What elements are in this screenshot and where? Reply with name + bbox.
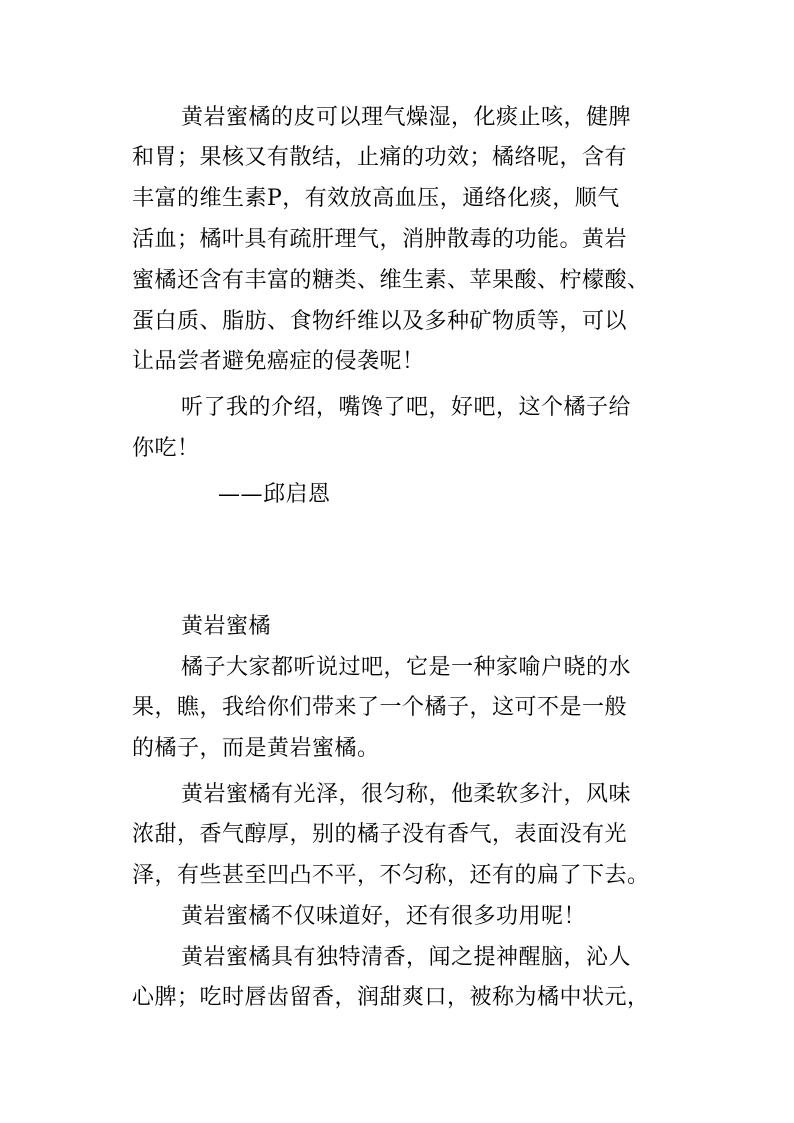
signature: ——邱启恩: [218, 482, 331, 507]
paragraph-line: 丰富的维生素P，有效放高血压，通络化痰，顺气: [132, 186, 620, 211]
paragraph-line: 黄岩蜜橘有光泽，很匀称，他柔软多汁，风味: [181, 782, 632, 807]
paragraph-line: 橘子大家都听说过吧，它是一种家喻户晓的水: [181, 655, 632, 680]
paragraph-line: 果，瞧，我给你们带来了一个橘子，这可不是一般: [132, 695, 628, 720]
paragraph-line: 浓甜，香气醇厚，别的橘子没有香气，表面没有光: [132, 822, 628, 847]
paragraph-line: 泽，有些甚至凹凸不平，不匀称，还有的扁了下去。: [132, 863, 650, 888]
paragraph-line: 让品尝者避免癌症的侵袭呢！: [132, 349, 425, 374]
paragraph-line: 心脾；吃时唇齿留香，润甜爽口，被称为橘中状元，: [132, 985, 650, 1010]
paragraph-line: 活血；橘叶具有疏肝理气，消肿散毒的功能。黄岩: [132, 227, 628, 252]
paragraph-line: 和胃；果核又有散结，止痛的功效；橘络呢，含有: [132, 145, 628, 170]
section-title: 黄岩蜜橘: [181, 614, 272, 639]
paragraph-line: 听了我的介绍，嘴馋了吧，好吧，这个橘子给: [181, 395, 632, 420]
paragraph-line: 的橘子，而是黄岩蜜橘。: [132, 736, 380, 761]
paragraph-line: 黄岩蜜橘不仅味道好，还有很多功用呢！: [181, 904, 587, 929]
paragraph-line: 你吃！: [132, 436, 200, 461]
paragraph-line: 蜜橘还含有丰富的糖类、维生素、苹果酸、柠檬酸、: [132, 268, 650, 293]
paragraph-line: 蛋白质、脂肪、食物纤维以及多种矿物质等，可以: [132, 309, 628, 334]
paragraph-line: 黄岩蜜橘具有独特清香，闻之提神醒脑，沁人: [181, 945, 632, 970]
paragraph-line: 黄岩蜜橘的皮可以理气燥湿，化痰止咳，健脾: [181, 105, 632, 130]
